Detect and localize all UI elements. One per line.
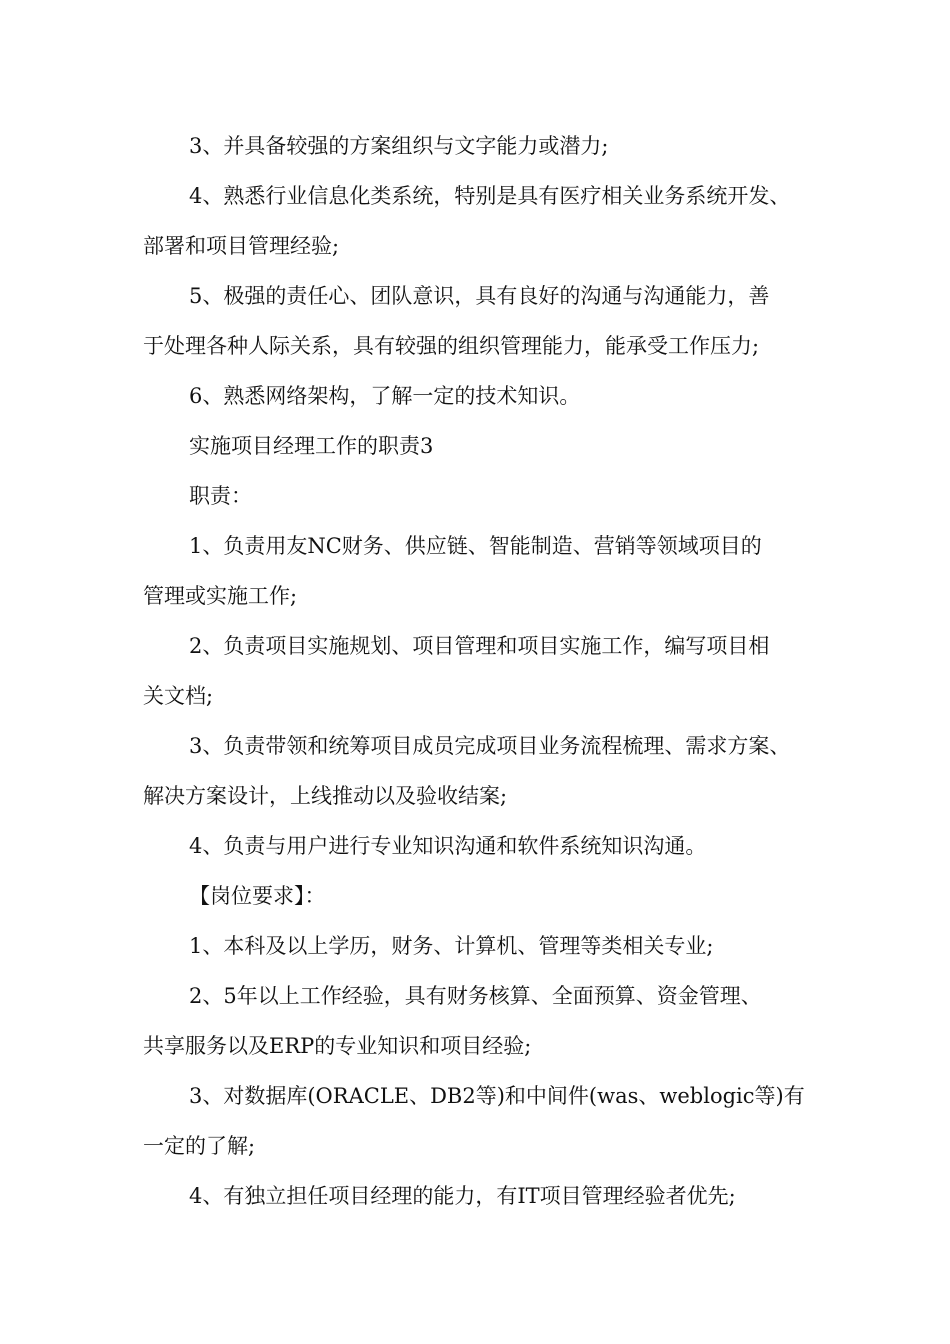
text-line: 1、负责用友NC财务、供应链、智能制造、营销等领域项目的 xyxy=(189,534,762,558)
subheading-requirements: 【岗位要求】： xyxy=(189,884,326,908)
text-line: 于处理各种人际关系，具有较强的组织管理能力，能承受工作压力; xyxy=(143,334,760,358)
text-line: 管理或实施工作; xyxy=(143,584,298,608)
text-line: 5、极强的责任心、团队意识，具有良好的沟通与沟通能力，善 xyxy=(189,284,770,308)
text-line: 部署和项目管理经验; xyxy=(143,234,340,258)
text-line: 4、负责与用户进行专业知识沟通和软件系统知识沟通。 xyxy=(189,834,707,858)
text-line: 2、5年以上工作经验，具有财务核算、全面预算、资金管理、 xyxy=(189,984,762,1008)
text-line: 一定的了解; xyxy=(143,1134,256,1158)
text-line: 6、熟悉网络架构，了解一定的技术知识。 xyxy=(189,384,581,408)
text-line: 3、并具备较强的方案组织与文字能力或潜力; xyxy=(189,134,609,158)
text-line: 共享服务以及ERP的专业知识和项目经验; xyxy=(143,1034,532,1058)
text-line: 1、本科及以上学历，财务、计算机、管理等类相关专业; xyxy=(189,934,714,958)
text-line: 2、负责项目实施规划、项目管理和项目实施工作，编写项目相 xyxy=(189,634,770,658)
text-line: 4、熟悉行业信息化类系统，特别是具有医疗相关业务系统开发、 xyxy=(189,184,791,208)
text-line: 3、负责带领和统筹项目成员完成项目业务流程梳理、需求方案、 xyxy=(189,734,791,758)
subheading-duties: 职责： xyxy=(189,484,252,508)
document-body xyxy=(143,130,833,1230)
section-heading: 实施项目经理工作的职责3 xyxy=(189,434,434,458)
text-line: 关文档; xyxy=(143,684,214,708)
text-line: 解决方案设计，上线推动以及验收结案; xyxy=(143,784,508,808)
text-line: 4、有独立担任项目经理的能力，有IT项目管理经验者优先; xyxy=(189,1184,736,1208)
text-line: 3、对数据库(ORACLE、DB2等)和中间件(was、weblogic等)有 xyxy=(189,1084,805,1108)
